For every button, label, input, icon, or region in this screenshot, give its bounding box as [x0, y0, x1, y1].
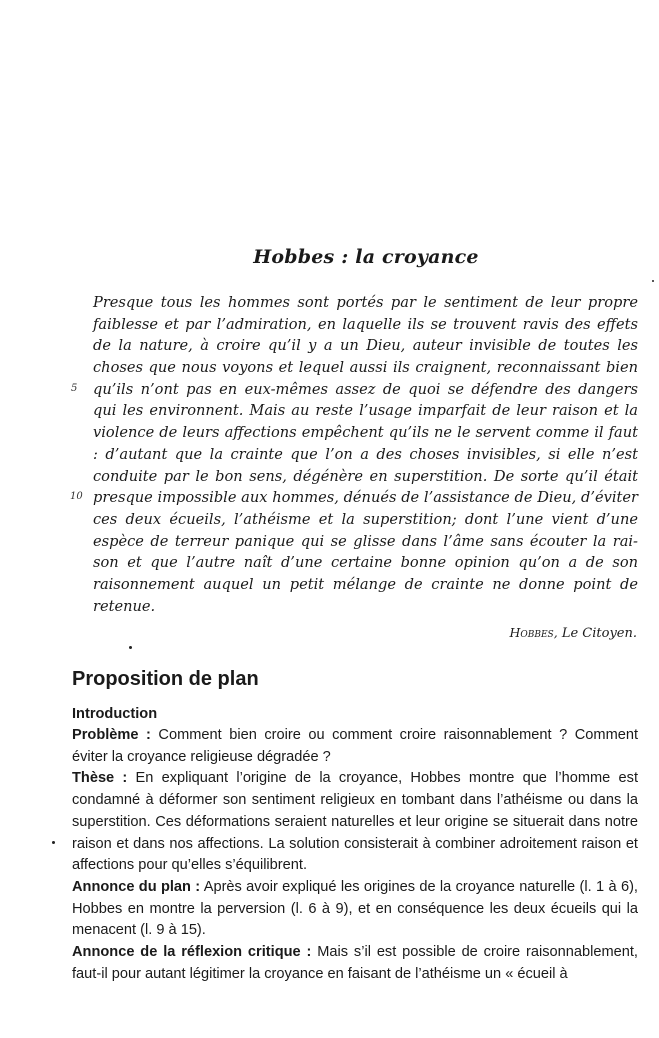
critique-label: Annonce de la réflexion critique :	[72, 944, 312, 961]
probleme-text: Comment bien croire ou comment croire raisonnablement ? Comment éviter la croyance religieuse dégradée ?	[72, 727, 639, 765]
margin-dot-top	[652, 280, 654, 282]
margin-dot	[129, 646, 132, 649]
hobbes-quote	[93, 292, 638, 617]
plan-section	[72, 667, 638, 985]
these-text: En expliquant l’origine de la croyance, Hobbes montre que l’homme est condamné à déformer son sentiment religieux en tombant dans l’athéisme ou dans la superstition. Ces déformations seraient naturelles et leur origine se situerait dans notre raison et dans nos affections. La solution consisterait à combiner adroitement raison et affections pour qu’elles s’équilibrent.	[72, 770, 638, 874]
quote-line: retenue.	[93, 597, 156, 615]
margin-dot-left	[52, 841, 55, 844]
line-number-10: 10	[70, 491, 83, 502]
quote-line: : d’autant que la crainte que l’on a des choses invisibles, si elle n’est	[93, 445, 638, 463]
source-author: Hobbes,	[509, 625, 558, 640]
quote-source	[509, 625, 637, 641]
quote-line: conduite par le bon sens, dégénère en superstition. De sorte qu’il était	[93, 467, 638, 485]
quote-line: qu’ils n’ont pas en eux-mêmes assez de quoi se défendre des dangers	[93, 380, 638, 398]
quote-line: choses que nous voyons et lequel aussi ils craignent, reconnaissant bien	[93, 359, 638, 377]
annonce-paragraph	[72, 877, 638, 942]
source-work: Le Citoyen.	[561, 626, 637, 641]
annonce-text: Après avoir expliqué les origines de la croyance naturelle (l. 1 à 6), Hobbes en montre la perversion (l. 6 à 9), et en conséquence les deux écueils qui la menacent (l. 9 à 15).	[72, 878, 638, 939]
quote-line: de la nature, à croire qu’il y a un Dieu, auteur invisible de toutes les	[93, 337, 638, 355]
annonce-label: Annonce du plan :	[72, 878, 201, 895]
quote-line: qui les environnent. Mais au reste l’usage imparfait de leur raison et la	[93, 402, 638, 420]
critique-text: Mais s’il est possible de croire raisonnablement, faut-il pour autant légitimer la croyance en faisant de l’athéisme un « écueil à	[72, 944, 638, 982]
plan-heading: Proposition de plan	[72, 668, 259, 690]
these-paragraph	[72, 768, 638, 877]
quote-line: presque impossible aux hommes, dénués de l’assistance de Dieu, d’éviter	[93, 489, 638, 507]
quote-line: espèce de terreur panique qui se glisse dans l’âme sans écouter la rai-	[93, 532, 638, 550]
line-number-5: 5	[71, 383, 78, 394]
quote-line: ces deux écueils, l’athéisme et la superstition; dont l’une vient d’une	[93, 510, 638, 528]
quote-line: son et que l’autre naît d’une certaine bonne opinion qu’on a de son	[93, 554, 638, 572]
intro-heading: Introduction	[72, 706, 158, 722]
quote-line: faiblesse et par l’admiration, en laquelle ils se trouvent ravis des effets	[93, 315, 638, 333]
critique-paragraph	[72, 942, 638, 985]
quote-line: violence de leurs affections empêchent qu’ils ne le servent comme il faut	[93, 424, 638, 442]
probleme-paragraph	[72, 725, 638, 768]
page-title: Hobbes : la croyance	[253, 246, 479, 268]
quote-line: raisonnement auquel un petit mélange de crainte ne donne point de	[93, 575, 638, 593]
probleme-label: Problème :	[72, 727, 151, 743]
quote-line: Presque tous les hommes sont portés par le sentiment de leur propre	[93, 294, 638, 311]
these-label: Thèse :	[72, 770, 128, 787]
